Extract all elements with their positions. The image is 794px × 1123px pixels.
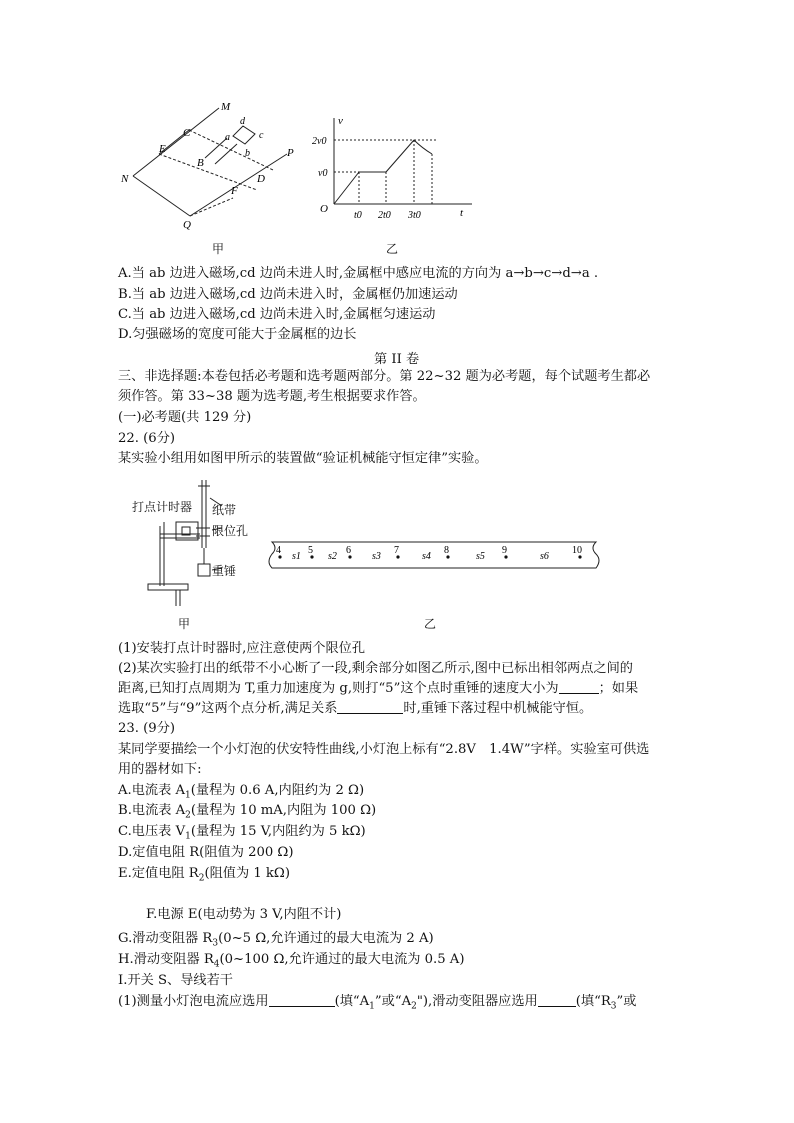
tape-point: 5 — [308, 545, 313, 556]
item-b: B.电流表 $A_2$(量程为 10 mA,内阻为 100 Ω) — [118, 803, 377, 821]
q23-text-2: 用的器材如下: — [118, 762, 202, 777]
q23-header: 23. (9分) — [118, 721, 176, 736]
option-d: D.匀强磁场的宽度可能大于金属框的边长 — [118, 327, 357, 342]
label-weight: 重锤 — [212, 564, 237, 578]
label-a: a — [225, 132, 230, 143]
item-f: F.电源 E(电动势为 3 V,内阻不计) — [146, 907, 342, 922]
q22-part-2b-text: 距离,已知打点周期为 T,重力加速度为 g,则打“5”这个点时重锤的速度大小为 — [118, 681, 559, 696]
q22-part-1: (1)安装打点计时器时,应注意使两个限位孔 — [118, 641, 366, 656]
label-M: M — [221, 101, 231, 113]
q23-text-1: 某同学要描绘一个小灯泡的伏安特性曲线,小灯泡上标有“2.8V 1.4W”字样。实验室可供选 — [118, 742, 650, 757]
intro-line-1: 三、非选择题:本卷包括必考题和选考题两部分。第 22~32 题为必考题，每个试题考生都必 — [118, 369, 651, 384]
q22-part-2a: (2)某次实验打出的纸带不小心断了一段,剩余部分如图乙所示,图中已标出相邻两点之间的 — [118, 661, 633, 676]
q22-header: 22. (6分) — [118, 431, 176, 446]
q22-text: 某实验小组用如图甲所示的装置做“验证机械能守恒定律”实验。 — [118, 451, 488, 466]
label-P: P — [287, 147, 294, 159]
answer-blank[interactable] — [337, 700, 403, 714]
axis-t: t — [460, 207, 464, 219]
label-B: B — [197, 157, 204, 169]
label-d: d — [240, 116, 245, 127]
label-N: N — [121, 173, 129, 185]
intro-line-2: 须作答。第 33~38 题为选考题,考生根据要求作答。 — [118, 389, 426, 404]
label-c: c — [259, 130, 264, 141]
item-c: C.电压表 $V_1$(量程为 15 V,内阻约为 5 kΩ) — [118, 824, 366, 842]
required-header: (一)必考题(共 129 分) — [118, 410, 252, 425]
label-E: E — [159, 143, 166, 155]
label-b: b — [245, 148, 250, 159]
label-hole: 限位孔 — [212, 524, 249, 538]
section-title: 第 II 卷 — [374, 352, 420, 367]
item-i: I.开关 S、导线若干 — [118, 973, 233, 988]
q22-part-2b — [118, 680, 638, 698]
axis-v: v — [338, 115, 343, 127]
q22-part-2c-text: 选取“5”与“9”这两个点分析,满足关系 — [118, 701, 338, 716]
tape-point: 4 — [276, 545, 281, 556]
tape-segment: s5 — [476, 551, 485, 562]
figure-2-caption-left: 甲 — [178, 617, 191, 631]
tape-segment: s4 — [422, 551, 431, 562]
q23-part-1: (1)测量小灯泡电流应选用 (填“$A_1$”或“$A_2$"),滑动变阻器应选用 (填“$R_3$”或 — [118, 994, 637, 1012]
option-b: B.当 ab 边进入磁场,cd 边尚未进入时，金属框仍加速运动 — [118, 287, 458, 302]
item-d: D.定值电阻 R(阻值为 200 Ω) — [118, 845, 294, 860]
item-a: A.电流表 $A_1$(量程为 0.6 A,内阻约为 2 Ω) — [118, 783, 365, 801]
figure-1-caption-right: 乙 — [386, 242, 399, 256]
figure-1-caption-left: 甲 — [212, 242, 225, 256]
answer-blank[interactable] — [559, 680, 599, 694]
answer-blank[interactable] — [269, 993, 335, 1007]
figure-1-right — [312, 112, 482, 222]
tick-t0: t0 — [354, 210, 362, 221]
item-g: G.滑动变阻器 $R_3(0\sim 5$ Ω,允许通过的最大电流为 2 A) — [118, 931, 434, 949]
tape-segment: s1 — [292, 551, 301, 562]
label-C: C — [183, 127, 191, 139]
tick-2t0: 2t0 — [378, 210, 391, 221]
figure-2-caption-right: 乙 — [424, 617, 437, 631]
tick-2v0: 2v0 — [312, 136, 327, 147]
label-D: D — [257, 173, 265, 185]
figure-1-left — [115, 98, 305, 233]
q22-part-2c-end: 时,重锤下落过程中机械能守恒。 — [403, 701, 593, 716]
tape-point: 6 — [346, 545, 351, 556]
label-F: F — [231, 185, 238, 197]
q22-part-2b-end: ；如果 — [598, 681, 639, 696]
answer-blank[interactable] — [538, 993, 576, 1007]
option-c: C.当 ab 边进入磁场,cd 边尚未进入时,金属框匀速运动 — [118, 307, 436, 322]
tape-segment: s2 — [328, 551, 337, 562]
label-Q: Q — [183, 219, 191, 231]
tick-v0: v0 — [318, 168, 328, 179]
item-e: E.定值电阻 $R_2$(阻值为 1 kΩ) — [118, 866, 290, 884]
tape-point: 8 — [444, 545, 449, 556]
tape-point: 9 — [502, 545, 507, 556]
tick-3t0: 3t0 — [408, 210, 421, 221]
tape-segment: s3 — [372, 551, 381, 562]
tape-point: 10 — [572, 545, 582, 556]
q22-part-2c — [118, 700, 592, 718]
origin-O: O — [320, 203, 328, 215]
figure-2-tape — [264, 538, 604, 574]
label-timer: 打点计时器 — [132, 500, 193, 514]
tape-point: 7 — [394, 545, 399, 556]
option-a: A.当 ab 边进入磁场,cd 边尚未进人时,金属框中感应电流的方向为 a→b→c→d→a . — [118, 266, 599, 281]
tape-segment: s6 — [540, 551, 549, 562]
item-h: H.滑动变阻器 $R_4(0\sim 100$ Ω,允许通过的最大电流为 0.5 A) — [118, 952, 465, 970]
label-tape: 纸带 — [212, 503, 237, 517]
